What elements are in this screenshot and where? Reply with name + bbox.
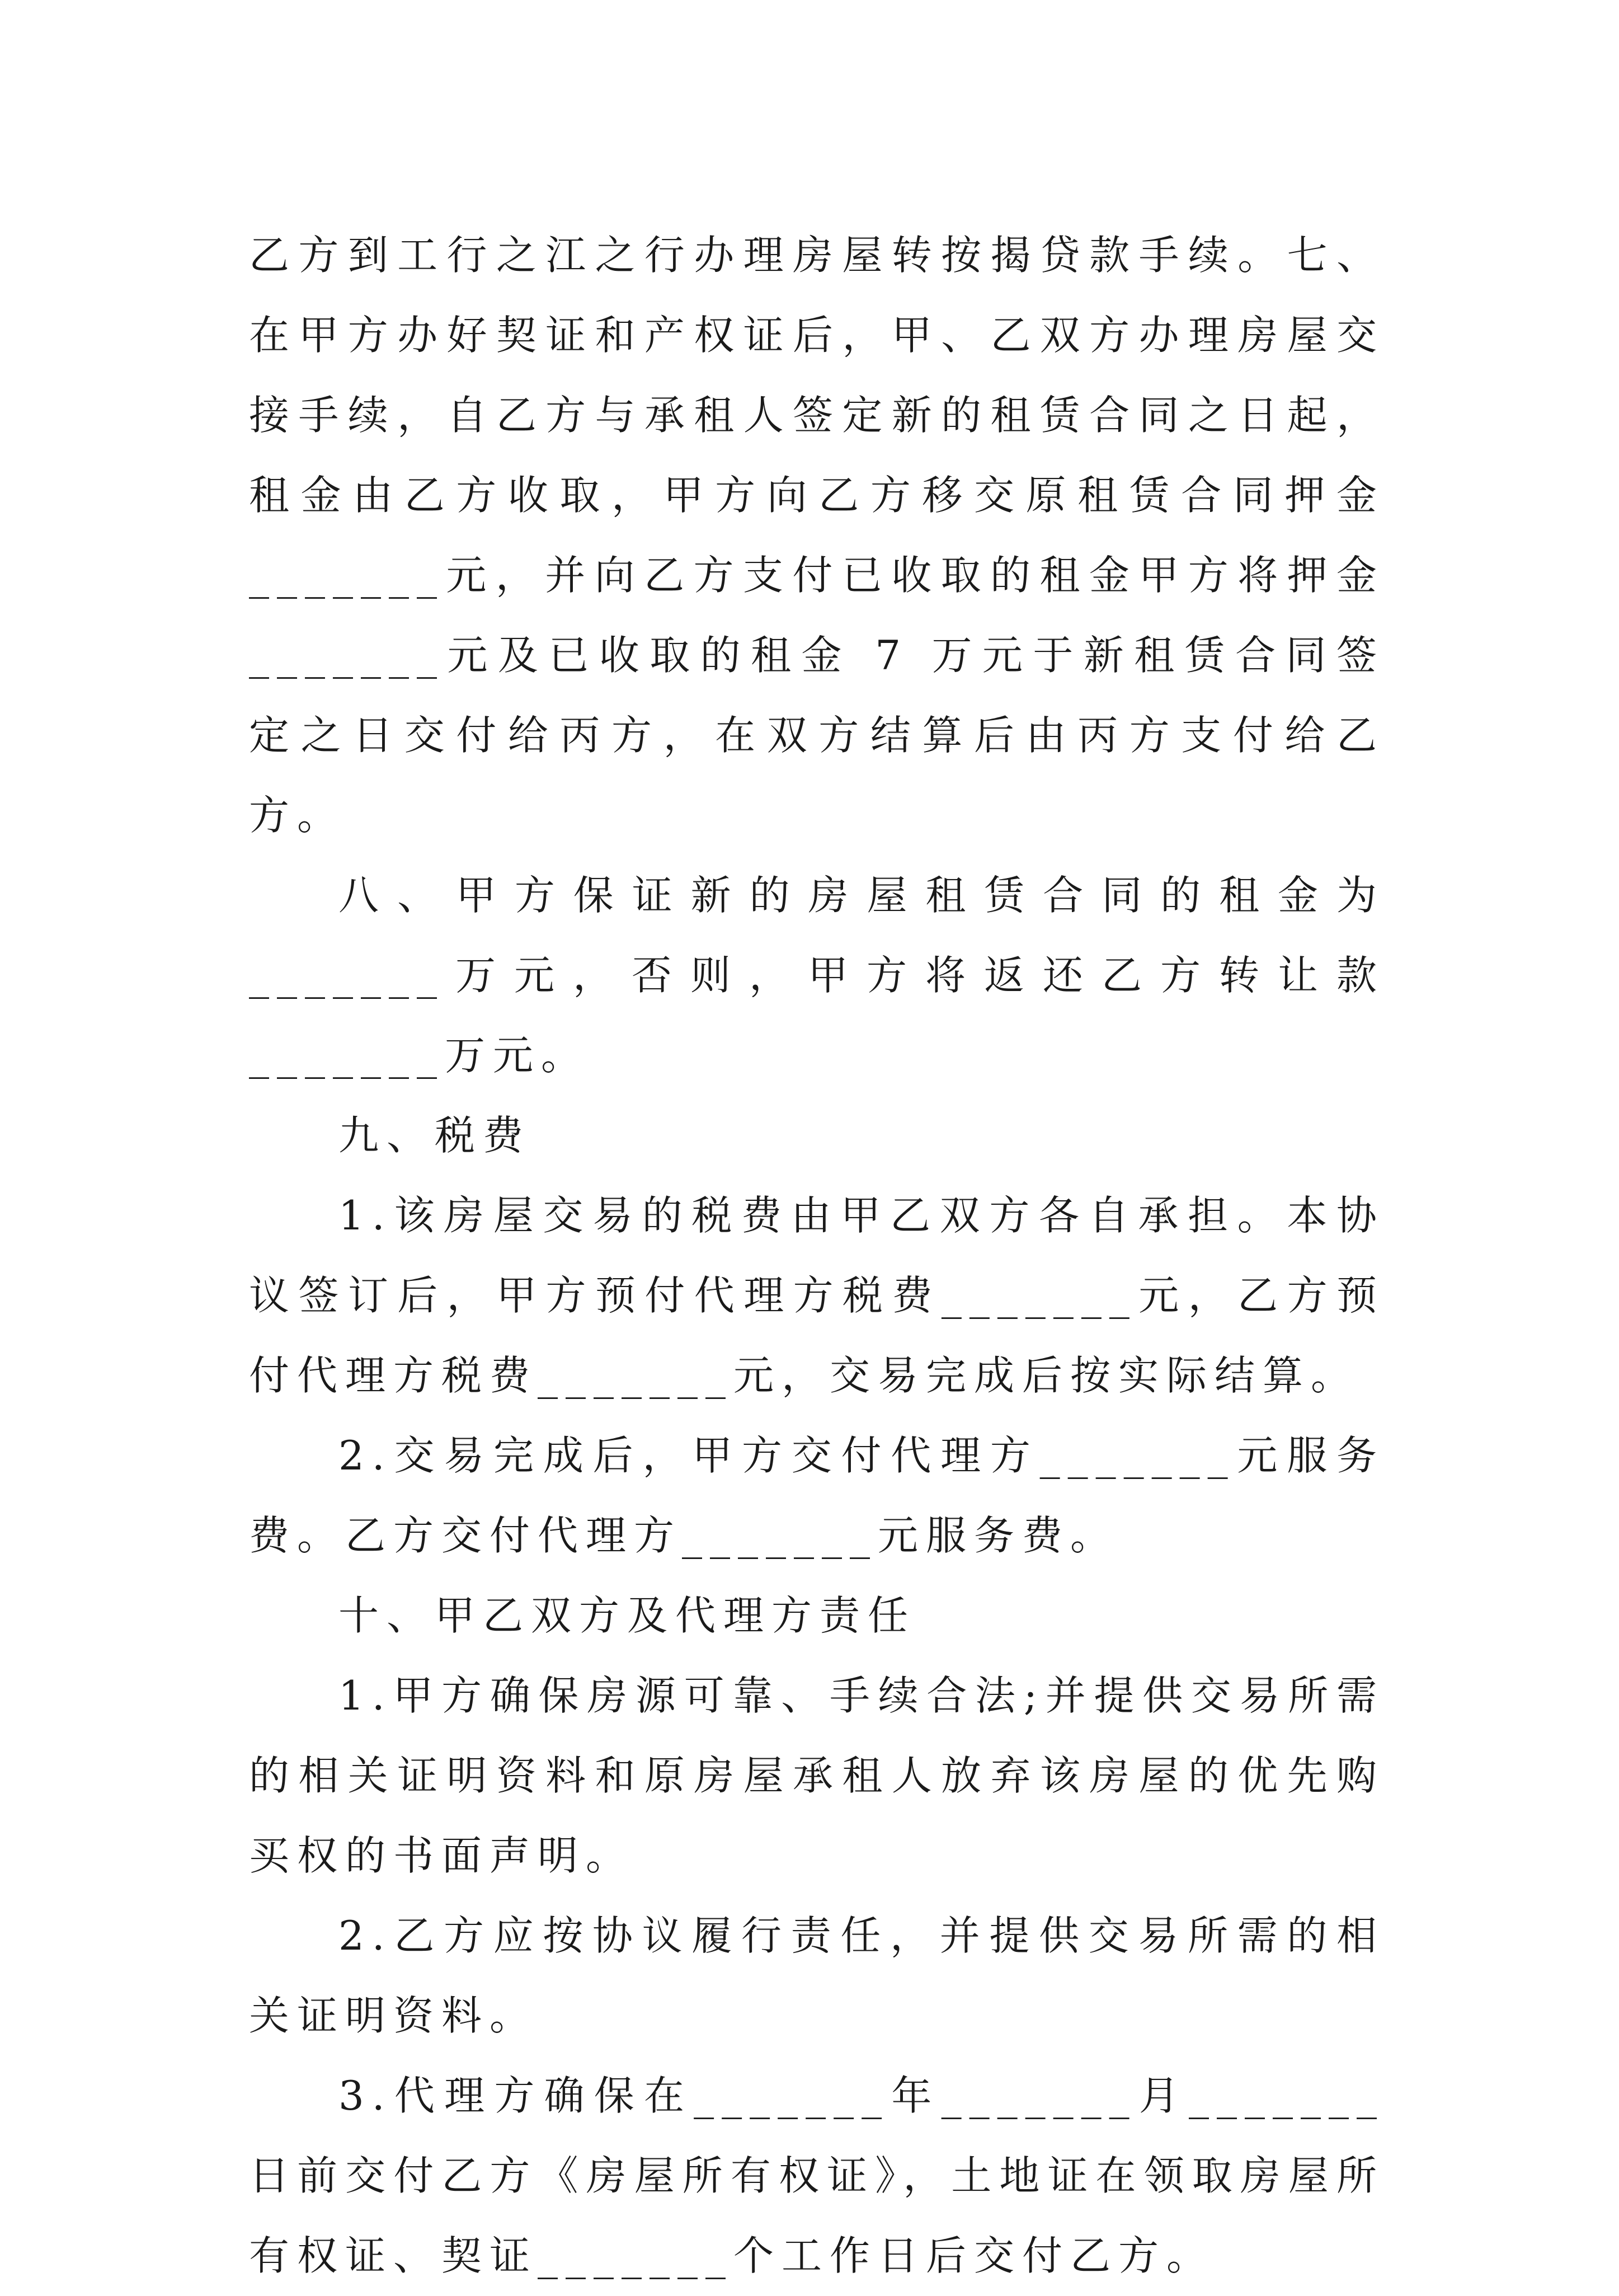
paragraph-clause-7: 乙方到工行之江之行办理房屋转按揭贷款手续。七、在甲方办好契证和产权证后，甲、乙双方办理房屋交接手续，自乙方与承租人签定新的租赁合同之日起，租金由乙方收取，甲方向乙方移交原租赁合同押金_______元，并向乙方支付已收取的租金甲方将押金_______元及已收取的租金 7 万元于新租赁合同签定之日交付给丙方，在双方结算后由丙方支付给乙方。	[249, 232, 1385, 839]
paragraph-clause-9-item-2: 2.交易完成后，甲方交付代理方_______元服务费。乙方交付代理方_______元服务费。	[249, 1432, 1385, 1559]
paragraph-clause-10-item-2: 2.乙方应按协议履行责任，并提供交易所需的相关证明资料。	[249, 1912, 1385, 2039]
paragraph-clause-10-item-1: 1.甲方确保房源可靠、手续合法;并提供交易所需的相关证明资料和原房屋承租人放弃该房屋的优先购买权的书面声明。	[249, 1672, 1385, 1879]
document-body	[249, 215, 1385, 2296]
heading-clause-10-responsibilities: 十、甲乙双方及代理方责任	[338, 1592, 916, 1639]
paragraph-clause-10-item-3: 3.代理方确保在_______年_______月_______日前交付乙方《房屋所有权证》，土地证在领取房屋所有权证、契证_______个工作日后交付乙方。	[249, 2072, 1385, 2279]
paragraph-clause-8: 八、甲方保证新的房屋租赁合同的租金为_______万元，否则，甲方将返还乙方转让款_______万元。	[249, 872, 1385, 1079]
paragraph-clause-9-item-1: 1.该房屋交易的税费由甲乙双方各自承担。本协议签订后，甲方预付代理方税费_______元，乙方预付代理方税费_______元，交易完成后按实际结算。	[249, 1192, 1385, 1399]
heading-clause-9-taxes: 九、税费	[338, 1112, 531, 1159]
